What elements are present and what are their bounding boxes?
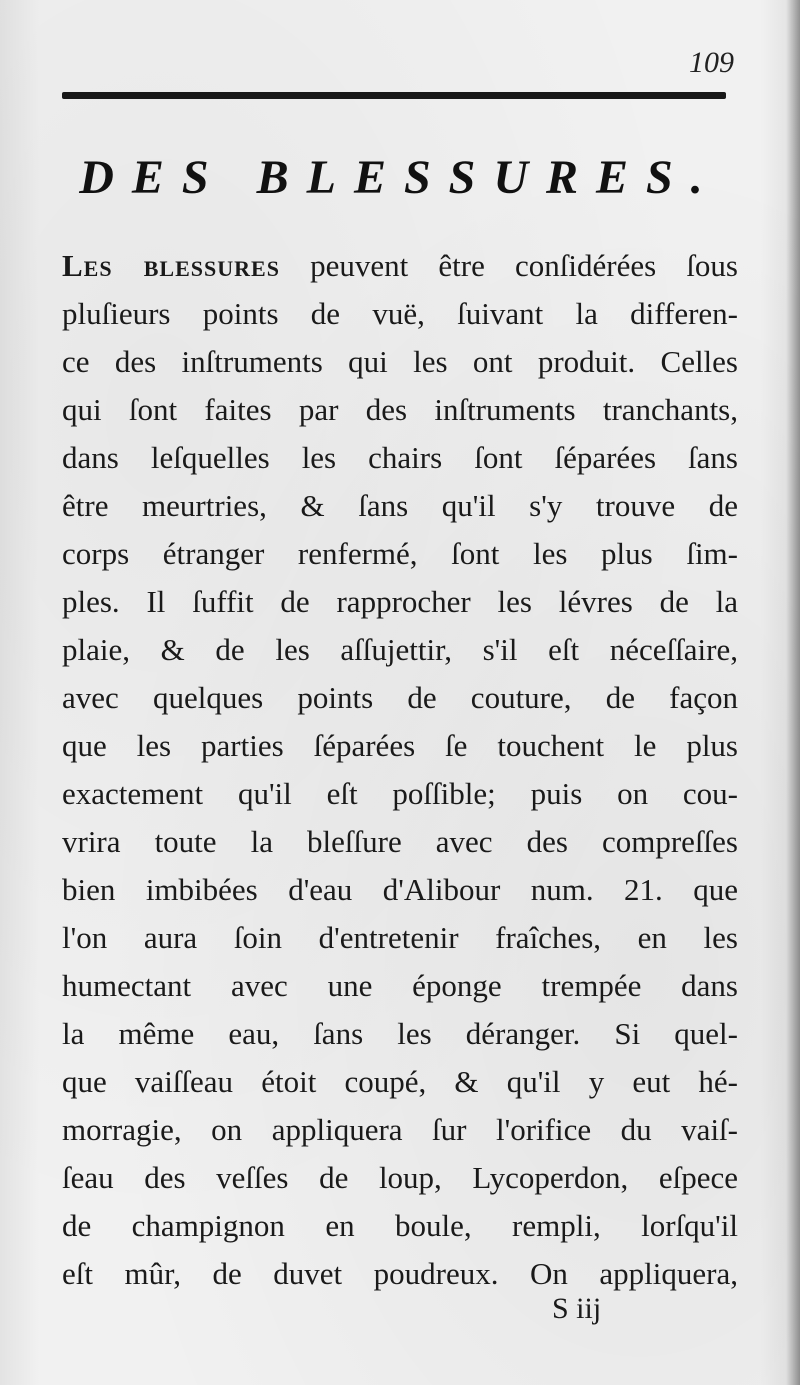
signature-mark: S iij (552, 1292, 602, 1325)
text-line: l'on aura ſoin d'entretenir fraîches, en les (62, 920, 738, 955)
text-line: eſt mûr, de duvet poudreux. On appliquera, (62, 1256, 738, 1291)
text-line-content: peuvent être conſidérées ſous (279, 248, 739, 283)
text-line: morragie, on appliquera ſur l'orifice du vaiſ- (62, 1112, 738, 1147)
page-number: 109 (689, 46, 734, 79)
text-line: qui ſont faites par des inſtruments tranchants, (62, 392, 738, 427)
opening-small-caps: Les blessures (62, 248, 280, 283)
text-line: avec quelques points de couture, de façon (62, 680, 738, 715)
text-line: être meurtries, & ſans qu'il s'y trouve de (62, 488, 738, 523)
text-line: vrira toute la bleſſure avec des compreſſes (62, 824, 738, 859)
text-line (62, 242, 738, 290)
text-line: la même eau, ſans les déranger. Si quel- (62, 1016, 738, 1051)
text-line: dans leſquelles les chairs ſont ſéparées ſans (62, 440, 738, 475)
text-line: que les parties ſéparées ſe touchent le plus (62, 728, 738, 763)
text-line: corps étranger renfermé, ſont les plus ſim- (62, 536, 738, 571)
body-text (62, 242, 738, 1298)
header-rule (62, 92, 726, 99)
text-line: bien imbibées d'eau d'Alibour num. 21. que (62, 872, 738, 907)
page-edge-shadow (786, 0, 800, 1385)
text-line: que vaiſſeau étoit coupé, & qu'il y eut hé- (62, 1064, 738, 1099)
text-line: ples. Il ſuffit de rapprocher les lévres de la (62, 584, 738, 619)
text-line: ſeau des veſſes de loup, Lycoperdon, eſpece (62, 1160, 738, 1195)
chapter-title: DES BLESSURES. (79, 151, 721, 204)
text-line: pluſieurs points de vuë, ſuivant la differen- (62, 296, 738, 331)
text-line: plaie, & de les aſſujettir, s'il eſt néceſſaire, (62, 632, 738, 667)
text-line: ce des inſtruments qui les ont produit. Celles (62, 344, 738, 379)
text-line: humectant avec une éponge trempée dans (62, 968, 738, 1003)
text-line: de champignon en boule, rempli, lorſqu'il (62, 1208, 738, 1243)
text-line: exactement qu'il eſt poſſible; puis on cou- (62, 776, 738, 811)
